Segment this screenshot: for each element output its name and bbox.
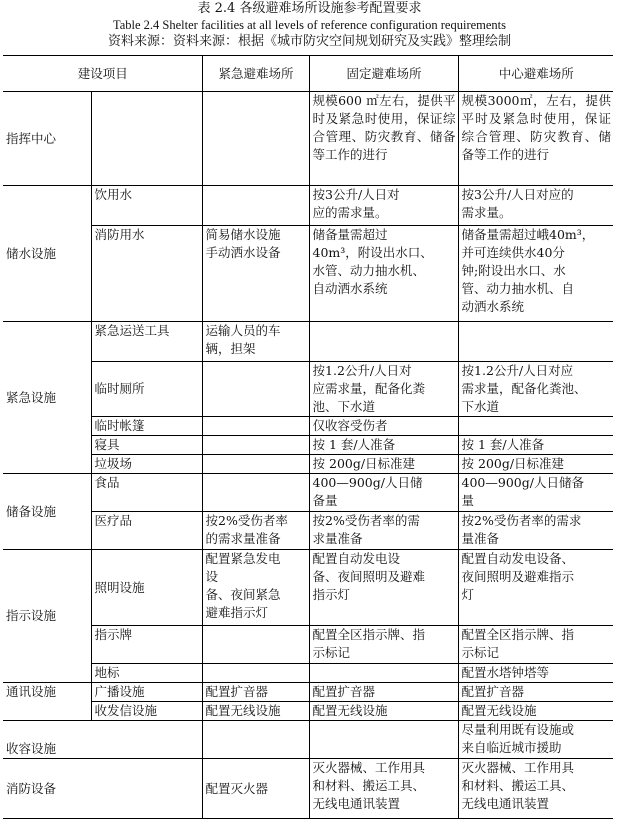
table-row: [3, 417, 613, 436]
item-cell: 垃圾场: [91, 455, 202, 474]
emergency-cell: [202, 436, 309, 455]
fixed-cell: 储备量需超过 40m³，附设出水口、 水管、动力抽水机、 自动洒水系统: [309, 226, 458, 322]
fixed-cell: 配置无线设施: [309, 702, 458, 721]
item-cell: 收发信设施: [91, 702, 202, 721]
item-cell: 临时帐篷: [91, 417, 202, 436]
table-row: [3, 664, 613, 683]
emergency-cell: [202, 455, 309, 474]
emergency-cell: 运输人员的车 辆，担架: [202, 322, 309, 362]
central-cell: 规模3000㎡，左右，提供平时及紧急时使用，保证综合管理、防灾教育、储备等工作的进行: [458, 92, 613, 186]
fixed-cell: [309, 721, 458, 759]
table-row: [3, 474, 613, 512]
central-cell: 按3公升/人日对应的 需求量。: [458, 186, 613, 226]
category-cell: 收容设施: [3, 721, 202, 759]
fixed-cell: 按3公升/人日对 应的需求量。: [309, 186, 458, 226]
central-cell: 按 1 套/人准备: [458, 436, 613, 455]
table-row: [3, 721, 613, 759]
item-cell: 食品: [91, 474, 202, 512]
category-cell: 通讯设施: [3, 683, 91, 721]
table-row: [3, 436, 613, 455]
table-row: [3, 455, 613, 474]
item-cell: 广播设施: [91, 683, 202, 702]
emergency-cell: 配置扩音器: [202, 683, 309, 702]
central-cell: 配置水塔钟塔等: [458, 664, 613, 683]
item-cell: 饮用水: [91, 186, 202, 226]
table-row: [3, 626, 613, 664]
header-central: 中心避难场所: [458, 56, 613, 92]
central-cell: [458, 322, 613, 362]
table-row: [3, 759, 613, 819]
category-cell: 储水设施: [3, 186, 91, 322]
table-row: [3, 683, 613, 702]
fixed-cell: 仅收容受伤者: [309, 417, 458, 436]
emergency-cell: 配置灭火器: [202, 759, 309, 819]
header-project: 建设项目: [3, 56, 202, 92]
emergency-cell: [202, 362, 309, 417]
central-cell: 配置全区指示牌、指 示标记: [458, 626, 613, 664]
fixed-cell: [309, 322, 458, 362]
item-cell: 地标: [91, 664, 202, 683]
table-row: [3, 186, 613, 226]
category-cell: 指示设施: [3, 550, 91, 683]
table-row: [3, 512, 613, 550]
header-row: [3, 56, 613, 92]
category-cell: 紧急设施: [3, 322, 91, 474]
central-cell: 按2%受伤者率的需求 量准备: [458, 512, 613, 550]
table-source: 资料来源：资料来源：根据《城市防灾空间规划研究及实践》整理绘制: [107, 34, 511, 49]
header-emergency: 紧急避难场所: [202, 56, 309, 92]
central-cell: 尽量利用既有设施或 来自临近城市援助: [458, 721, 613, 759]
table-row: [3, 550, 613, 626]
central-cell: 按1.2公升/人日对应 需求量，配备化粪池、 下水道: [458, 362, 613, 417]
emergency-cell: [202, 664, 309, 683]
emergency-cell: 按2%受伤者率 的需求量准备: [202, 512, 309, 550]
central-cell: [458, 417, 613, 436]
table-row: [3, 702, 613, 721]
item-cell: 临时厕所: [91, 362, 202, 417]
item-cell: 寝具: [91, 436, 202, 455]
emergency-cell: [202, 626, 309, 664]
central-cell: 配置自动发电设备、 夜间照明及避难指示 灯: [458, 550, 613, 626]
emergency-cell: 配置无线设施: [202, 702, 309, 721]
fixed-cell: 规模600 ㎡左右，提供平时及紧急时使用，保证综合管理、防灾教育、储备等工作的进行: [309, 92, 458, 186]
table-row: [3, 362, 613, 417]
item-cell: 指示牌: [91, 626, 202, 664]
category-cell: 消防设备: [3, 759, 202, 819]
table-title-en: Table 2.4 Shelter facilities at all levels of reference configuration requirements: [112, 18, 507, 32]
item-cell: 照明设施: [91, 550, 202, 626]
fixed-cell: 按 1 套/人准备: [309, 436, 458, 455]
fixed-cell: 按 200g/日标准建: [309, 455, 458, 474]
fixed-cell: 配置扩音器: [309, 683, 458, 702]
category-cell: 储备设施: [3, 474, 91, 550]
central-cell: 配置无线设施: [458, 702, 613, 721]
item-cell: 消防用水: [91, 226, 202, 322]
emergency-cell: [202, 186, 309, 226]
emergency-cell: [202, 721, 309, 759]
emergency-cell: [202, 92, 309, 186]
fixed-cell: [309, 664, 458, 683]
fixed-cell: 配置全区指示牌、指 示标记: [309, 626, 458, 664]
table-row: [3, 322, 613, 362]
fixed-cell: 400—900g/人日储 备量: [309, 474, 458, 512]
emergency-cell: [202, 474, 309, 512]
emergency-cell: 配置紧急发电 设 备、夜间紧急 避难指示灯: [202, 550, 309, 626]
item-cell: 紧急运送工具: [91, 322, 202, 362]
shelter-facilities-table: [3, 55, 613, 819]
header-fixed: 固定避难场所: [309, 56, 458, 92]
fixed-cell: 灭火器械、工作用具 和材料、搬运工具、 无线电通讯装置: [309, 759, 458, 819]
item-cell: 医疗品: [91, 512, 202, 550]
table-row: [3, 92, 613, 186]
table-row: [3, 226, 613, 322]
fixed-cell: 配置自动发电设 备、夜间照明及避难 指示灯: [309, 550, 458, 626]
fixed-cell: 按1.2公升/人日对 应需求量，配备化粪 池、下水道: [309, 362, 458, 417]
emergency-cell: [202, 417, 309, 436]
central-cell: 储备量需超过峨40m³， 并可连续供水40分 钟;附设出水口、水 管、动力抽水机、自 动洒水系统: [458, 226, 613, 322]
category-cell: 指挥中心: [6, 130, 57, 146]
item-cell: [91, 92, 202, 186]
emergency-cell: 简易储水设施 手动洒水设备: [202, 226, 309, 322]
central-cell: 按 200g/日标准建: [458, 455, 613, 474]
fixed-cell: 按2%受伤者率的需 求量准备: [309, 512, 458, 550]
central-cell: 400—900g/人日储备 量: [458, 474, 613, 512]
central-cell: 灭火器械、工作用具 和材料、搬运工具、 无线电通讯装置: [458, 759, 613, 819]
table-title-cn: 表 2.4 各级避难场所设施参考配置要求: [197, 1, 422, 16]
central-cell: 配置扩音器: [458, 683, 613, 702]
